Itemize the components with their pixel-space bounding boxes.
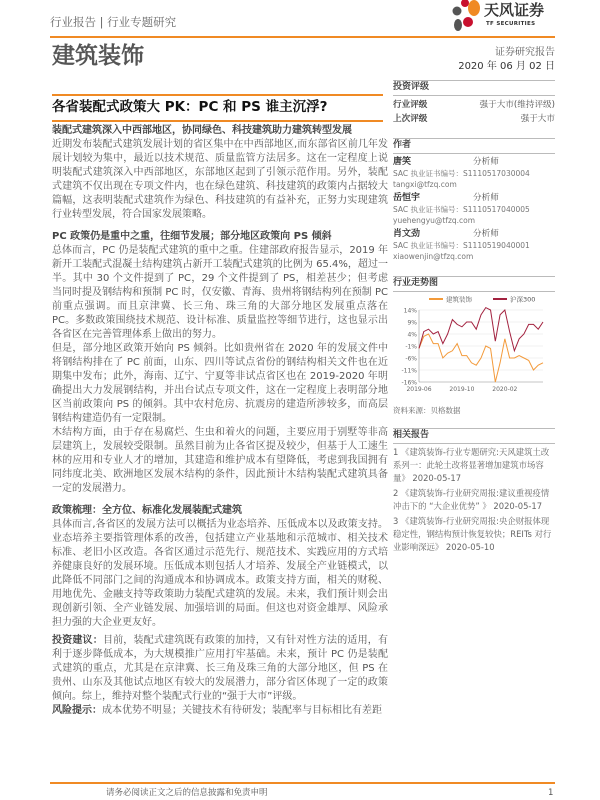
y-tick-label: -16%: [401, 379, 417, 387]
y-tick-label: -6%: [405, 355, 417, 363]
x-tick-label: 2019-10: [449, 386, 475, 393]
paragraph: 具体而言,各省区的发展方法可以概括为业态培养、压低成本以及政策支持。业态培养主要指管理体系的改善，包括建立产业基地和示范城市、相关技术标准、老旧小区改造。各省区通过示范先行、规范技术、实践应用的方式培养健康良好的发展环境。压低成本则包括人才培养、发展全产业链模式，以此降低不同部门之间的沟通成本和协调成本。政策支持方面，相关的财税、用地优先、金融支持等政策助力装配式建筑的发展。未来，我们预计则会出现创新引领、全产业链发展、加强培训的局面。但这也对资金雄厚、风险承担力强的大企业更友好。: [52, 519, 388, 628]
paragraph: 近期发布装配式建筑发展计划的省区集中在中西部地区,而东部省区前几年发展计划较为集中，最近以技术规范、质量监管方法居多。这在一定程度上说明装配式建筑深入中西部地区，东部地区起到了引领示范作用。另外，装配式建筑不仅出现在专项文件内，也在绿色建筑、科技建筑的政策内占据较大篇幅，这表明装配式建筑作为绿色、科技建筑的有益补充，正努力实现建筑行业转型发展，符合国家发展策略。: [52, 139, 388, 220]
authors-title: 作者: [393, 138, 555, 154]
y-tick-label: 14%: [403, 307, 417, 315]
author-email[interactable]: tangxi@tfzq.com: [393, 180, 457, 189]
paragraph: 但是，部分地区政策开始向 PS 倾斜。比如贵州省在 2020 年的发展文件中将钢结构排在了 PC 前面，山东、四川等试点省份的钢结构相关文件也在近期集中发布；此外，海南、辽宁、宁夏等非试点省区也在 2019-2020 年明确提出大力发展钢结构，并出台试点专项文件，这在一定程度上表明部分地区当前政策向 PS 的倾斜。其中农村危房、抗震房的建造所涉较多，而高层钢结构建造仍有一定限制。: [52, 343, 388, 424]
rating-value: 强于大市(维持评级): [479, 100, 555, 110]
chart-source: 资料来源：贝格数据: [393, 406, 461, 415]
logo-text-cn: 天风证券: [484, 1, 545, 19]
section-heading: 政策梳理：全方位、标准化发展装配式建筑: [52, 505, 242, 516]
y-tick-label: -11%: [401, 367, 417, 375]
author-role: 分析师: [473, 157, 499, 167]
tf-securities-logo: [445, 0, 481, 32]
related-report[interactable]: 1 《建筑装饰-行业专题研究:天风建筑土改系列一：此轮土改将显著增加建筑市场容量》 2020-05-17: [393, 447, 550, 483]
author-sac: SAC 执业证书编号：S1110517040005: [393, 205, 530, 214]
report-title: 各省装配式政策大 PK：PC 和 PS 谁主沉浮?: [52, 99, 328, 115]
section-heading: PC 政策仍是重中之重，往细节发展；部分地区政策向 PS 倾斜: [52, 231, 332, 242]
section-heading: 装配式建筑深入中西部地区，协同绿色、科技建筑助力建筑转型发展: [52, 125, 352, 136]
author-name: 肖文劲: [393, 229, 421, 239]
series-line-1: [419, 308, 543, 351]
investment-advice: [52, 634, 388, 704]
sidebar: [393, 80, 555, 554]
risk-text: 成本优势不明显；关键技术有待研发；装配率与目标相比有差距: [102, 705, 382, 716]
y-tick-label: 4%: [407, 331, 417, 339]
page-number: 1: [548, 788, 554, 798]
risk-label: 风险提示：: [52, 705, 102, 716]
report-type: 证券研究报告: [495, 47, 555, 58]
author: [393, 229, 555, 262]
footer-disclaimer: 请务必阅读正文之后的信息披露和免责申明: [106, 788, 268, 798]
rating-row: [393, 98, 555, 112]
chart-title: 行业走势图: [393, 276, 555, 292]
title-divider-top: [52, 94, 383, 96]
author: [393, 157, 555, 190]
author-name: 唐笑: [393, 157, 412, 167]
related-report[interactable]: 2 《建筑装饰-行业研究周报:建议重视疫情冲击下的 “大企业优势” 》 2020-05-17: [393, 488, 550, 511]
rating-row: [393, 112, 555, 126]
report-date: 2020 年 06 月 02 日: [458, 61, 555, 72]
author: [393, 193, 555, 226]
rating-label: 上次评级: [393, 114, 428, 124]
logo-text-en: TF SECURITIES: [486, 21, 536, 27]
author-role: 分析师: [473, 229, 499, 239]
paragraph: 总体而言，PC 仍是装配式建筑的重中之重。住建部政府报告显示，2019 年新开工装配式混凝土结构建筑占新开工装配式建筑的比例为 65.4%，超过一半。其中 30 个文件提到了 PC，29 个文件提到了 PS，相差甚少；但考虑当同时提及钢结构和预制 PC 时，仅安徽、青海、贵州将钢结构列在预制 PC 前重点强调。而且京津冀、长三角、珠三角的大部分地区发展重点落在 PC。多数政策围绕技术规范、设计标准、质量监控等细节进行，这也显示出各省区在完善管理体系上做出的努力。: [52, 245, 388, 340]
y-tick-label: 9%: [407, 319, 417, 327]
rating-title: 投资评级: [393, 80, 555, 96]
paragraph: 木结构方面，由于存在易腐烂、生虫和着火的问题，主要应用于别墅等非高层建筑上，发展较受限制。虽然目前为止各省区提及较少，但基于人工速生林的应用和专业人才的增加，其建造和维护成本有望降低，考虑到我国拥有同纬度北美、欧洲地区发展木结构的条件，因此预计木结构装配式建筑具备一定的发展潜力。: [52, 427, 388, 494]
header-divider: [50, 36, 555, 38]
logo-mark-icon: [445, 0, 481, 32]
y-tick-label: -1%: [405, 343, 417, 351]
legend-label: 建筑装饰: [446, 295, 472, 304]
rating-label: 行业评级: [393, 100, 428, 110]
title-divider-bottom: [52, 120, 383, 122]
industry-trend-chart: [393, 292, 555, 400]
author-email[interactable]: xiaowenjin@tfzq.com: [393, 252, 474, 261]
summary-body: [52, 124, 388, 718]
invest-text: 目前，装配式建筑既有政策的加持，又有针对性方法的适用，有利于逐步降低成本，为大规模推广应用打牢基础。未来，预计 PC 仍是装配式建筑的重点，尤其是在京津冀、长三角及珠三角的大部分地区，但 PS 在贵州、山东及其他试点地区有较大的发展潜力，部分省区体现了一定的政策倾向。综上，维持对整个装配式行业的“强于大市”评级。: [52, 635, 388, 702]
author-name: 岳恒宇: [393, 193, 421, 203]
report-category: 行业报告 | 行业专题研究: [50, 15, 177, 29]
related-title: 相关报告: [393, 428, 555, 444]
author-email[interactable]: yuehengyu@tfzq.com: [393, 216, 476, 225]
rating-value: 强于大市: [520, 114, 555, 124]
footer-divider: [50, 782, 555, 784]
x-tick-label: 2020-02: [492, 386, 518, 393]
legend-label: 沪深300: [510, 295, 536, 304]
author-role: 分析师: [473, 193, 499, 203]
industry-title: 建筑装饰: [52, 43, 144, 69]
risk-warning: [52, 704, 388, 718]
author-sac: SAC 执业证书编号：S1110517030004: [393, 169, 530, 178]
invest-label: 投资建议：: [52, 635, 103, 646]
author-sac: SAC 执业证书编号：S1110519040001: [393, 241, 530, 250]
related-report[interactable]: 3 《建筑装饰-行业研究周报:央企财报体现稳定性，钢结构预计恢复较快；REITs 对行业影响深远》 2020-05-10: [393, 516, 552, 552]
x-tick-label: 2019-06: [406, 386, 432, 393]
